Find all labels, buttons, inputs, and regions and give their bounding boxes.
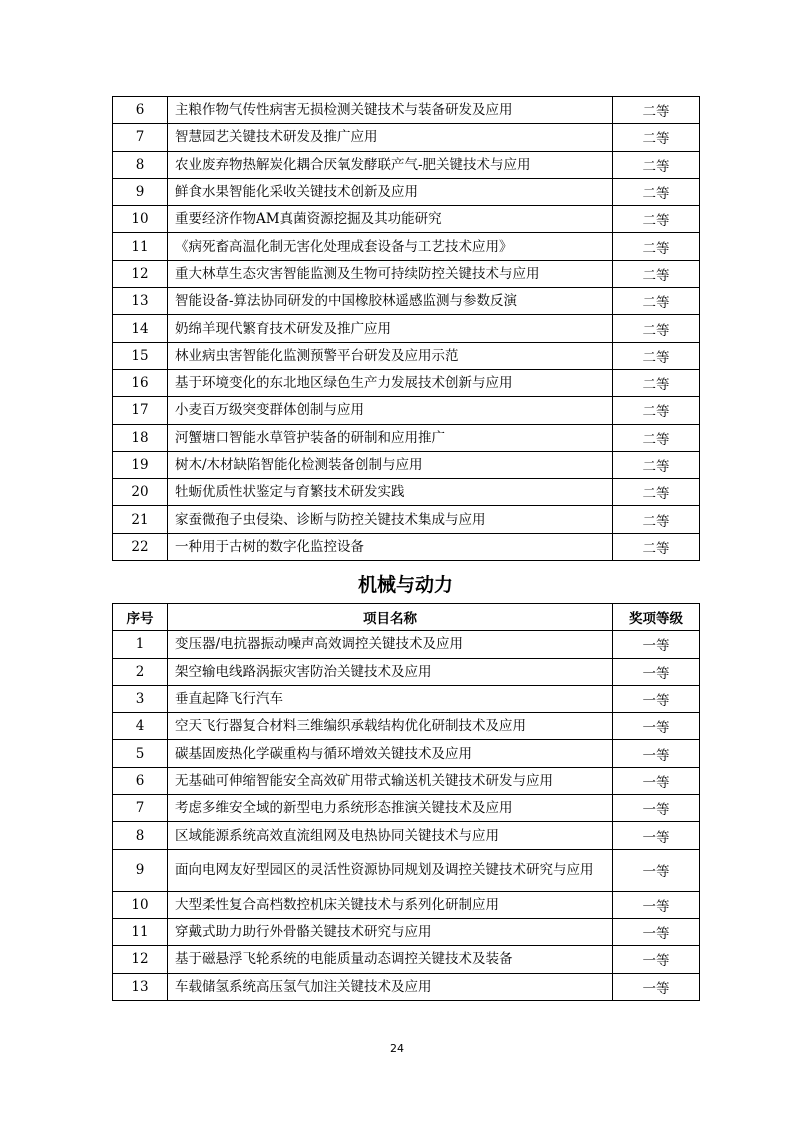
header-award-level: 奖项等级 <box>613 604 700 631</box>
project-name: 考虑多维安全域的新型电力系统形态推演关键技术及应用 <box>168 795 613 822</box>
page-number: 24 <box>390 1042 404 1055</box>
table-row <box>113 795 700 822</box>
project-name: 空天飞行器复合材料三维编织承载结构优化研制技术及应用 <box>168 713 613 740</box>
award-level: 一等 <box>613 822 700 849</box>
row-number: 13 <box>113 288 168 315</box>
table-row <box>113 424 700 451</box>
award-level: 二等 <box>613 451 700 478</box>
section-heading: 机械与动力 <box>357 574 453 596</box>
project-name: 面向电网友好型园区的灵活性资源协同规划及调控关键技术研究与应用 <box>168 849 613 891</box>
table-row <box>113 342 700 369</box>
row-number: 18 <box>113 424 168 451</box>
row-number: 20 <box>113 479 168 506</box>
awards-table-body <box>113 97 700 561</box>
table-row <box>113 713 700 740</box>
table-header <box>113 604 700 631</box>
table-row <box>113 973 700 1000</box>
table-row <box>113 849 700 891</box>
project-name: 一种用于古树的数字化监控设备 <box>168 533 613 560</box>
row-number: 9 <box>113 178 168 205</box>
project-name: 河蟹塘口智能水草管护装备的研制和应用推广 <box>168 424 613 451</box>
table-row <box>113 97 700 124</box>
row-number: 3 <box>113 685 168 712</box>
project-name: 基于环境变化的东北地区绿色生产力发展技术创新与应用 <box>168 369 613 396</box>
table-row <box>113 479 700 506</box>
row-number: 6 <box>113 97 168 124</box>
table-row <box>113 918 700 945</box>
row-number: 10 <box>113 891 168 918</box>
project-name: 穿戴式助力助行外骨骼关键技术研究与应用 <box>168 918 613 945</box>
award-level: 二等 <box>613 288 700 315</box>
project-name: 碳基固废热化学碳重构与循环增效关键技术及应用 <box>168 740 613 767</box>
project-name: 小麦百万级突变群体创制与应用 <box>168 397 613 424</box>
table-row <box>113 685 700 712</box>
row-number: 16 <box>113 369 168 396</box>
project-name: 奶绵羊现代繁育技术研发及推广应用 <box>168 315 613 342</box>
machinery-table-body <box>113 631 700 1001</box>
project-name: 牡蛎优质性状鉴定与育繁技术研发实践 <box>168 479 613 506</box>
award-level: 二等 <box>613 397 700 424</box>
award-level: 一等 <box>613 918 700 945</box>
table-row <box>113 767 700 794</box>
row-number: 17 <box>113 397 168 424</box>
row-number: 4 <box>113 713 168 740</box>
header-number: 序号 <box>113 604 168 631</box>
table-row <box>113 891 700 918</box>
table-row <box>113 740 700 767</box>
table-row <box>113 506 700 533</box>
award-level: 二等 <box>613 97 700 124</box>
award-level: 二等 <box>613 151 700 178</box>
award-level: 一等 <box>613 740 700 767</box>
award-level: 一等 <box>613 891 700 918</box>
award-level: 二等 <box>613 506 700 533</box>
project-name: 林业病虫害智能化监测预警平台研发及应用示范 <box>168 342 613 369</box>
row-number: 1 <box>113 631 168 658</box>
award-level: 二等 <box>613 233 700 260</box>
project-name: 区域能源系统高效直流组网及电热协同关键技术与应用 <box>168 822 613 849</box>
award-level: 一等 <box>613 946 700 973</box>
project-name: 架空输电线路涡振灾害防治关键技术及应用 <box>168 658 613 685</box>
award-level: 二等 <box>613 424 700 451</box>
project-name: 家蚕微孢子虫侵染、诊断与防控关键技术集成与应用 <box>168 506 613 533</box>
row-number: 8 <box>113 151 168 178</box>
row-number: 7 <box>113 795 168 822</box>
table-row <box>113 124 700 151</box>
award-level: 一等 <box>613 631 700 658</box>
table-row <box>113 533 700 560</box>
award-level: 一等 <box>613 685 700 712</box>
project-name: 《病死畜高温化制无害化处理成套设备与工艺技术应用》 <box>168 233 613 260</box>
header-project-name: 项目名称 <box>168 604 613 631</box>
row-number: 13 <box>113 973 168 1000</box>
project-name: 大型柔性复合高档数控机床关键技术与系列化研制应用 <box>168 891 613 918</box>
award-level: 二等 <box>613 124 700 151</box>
table-row <box>113 233 700 260</box>
award-level: 一等 <box>613 713 700 740</box>
table-row <box>113 178 700 205</box>
row-number: 8 <box>113 822 168 849</box>
award-level: 一等 <box>613 973 700 1000</box>
row-number: 2 <box>113 658 168 685</box>
row-number: 5 <box>113 740 168 767</box>
table-row <box>113 315 700 342</box>
header-row <box>113 604 700 631</box>
award-level: 二等 <box>613 206 700 233</box>
table-row <box>113 288 700 315</box>
table-row <box>113 631 700 658</box>
project-name: 重大林草生态灾害智能监测及生物可持续防控关键技术与应用 <box>168 260 613 287</box>
project-name: 鲜食水果智能化采收关键技术创新及应用 <box>168 178 613 205</box>
award-level: 二等 <box>613 260 700 287</box>
row-number: 9 <box>113 849 168 891</box>
row-number: 14 <box>113 315 168 342</box>
row-number: 7 <box>113 124 168 151</box>
row-number: 12 <box>113 946 168 973</box>
project-name: 无基础可伸缩智能安全高效矿用带式输送机关键技术研发与应用 <box>168 767 613 794</box>
row-number: 21 <box>113 506 168 533</box>
row-number: 12 <box>113 260 168 287</box>
table-row <box>113 260 700 287</box>
award-level: 二等 <box>613 315 700 342</box>
award-level: 二等 <box>613 533 700 560</box>
award-level: 二等 <box>613 369 700 396</box>
award-level: 一等 <box>613 795 700 822</box>
award-level: 一等 <box>613 849 700 891</box>
table-row <box>113 822 700 849</box>
project-name: 主粮作物气传性病害无损检测关键技术与装备研发及应用 <box>168 97 613 124</box>
table-row <box>113 658 700 685</box>
award-level: 一等 <box>613 767 700 794</box>
award-level: 一等 <box>613 658 700 685</box>
row-number: 11 <box>113 233 168 260</box>
award-level: 二等 <box>613 342 700 369</box>
project-name: 基于磁悬浮飞轮系统的电能质量动态调控关键技术及装备 <box>168 946 613 973</box>
project-name: 农业废弃物热解炭化耦合厌氧发酵联产气-肥关键技术与应用 <box>168 151 613 178</box>
project-name: 智能设备-算法协同研发的中国橡胶林遥感监测与参数反演 <box>168 288 613 315</box>
award-level: 二等 <box>613 479 700 506</box>
project-name: 重要经济作物AM真菌资源挖掘及其功能研究 <box>168 206 613 233</box>
row-number: 6 <box>113 767 168 794</box>
table-row <box>113 369 700 396</box>
project-name: 智慧园艺关键技术研发及推广应用 <box>168 124 613 151</box>
row-number: 10 <box>113 206 168 233</box>
project-name: 变压器/电抗器振动噪声高效调控关键技术及应用 <box>168 631 613 658</box>
project-name: 树木/木材缺陷智能化检测装备创制与应用 <box>168 451 613 478</box>
awards-table-continued <box>112 96 700 561</box>
project-name: 车载储氢系统高压氢气加注关键技术及应用 <box>168 973 613 1000</box>
row-number: 22 <box>113 533 168 560</box>
project-name: 垂直起降飞行汽车 <box>168 685 613 712</box>
row-number: 15 <box>113 342 168 369</box>
machinery-power-table <box>112 603 700 1001</box>
table-row <box>113 946 700 973</box>
award-level: 二等 <box>613 178 700 205</box>
table-row <box>113 451 700 478</box>
row-number: 19 <box>113 451 168 478</box>
table-row <box>113 151 700 178</box>
row-number: 11 <box>113 918 168 945</box>
table-row <box>113 397 700 424</box>
table-row <box>113 206 700 233</box>
